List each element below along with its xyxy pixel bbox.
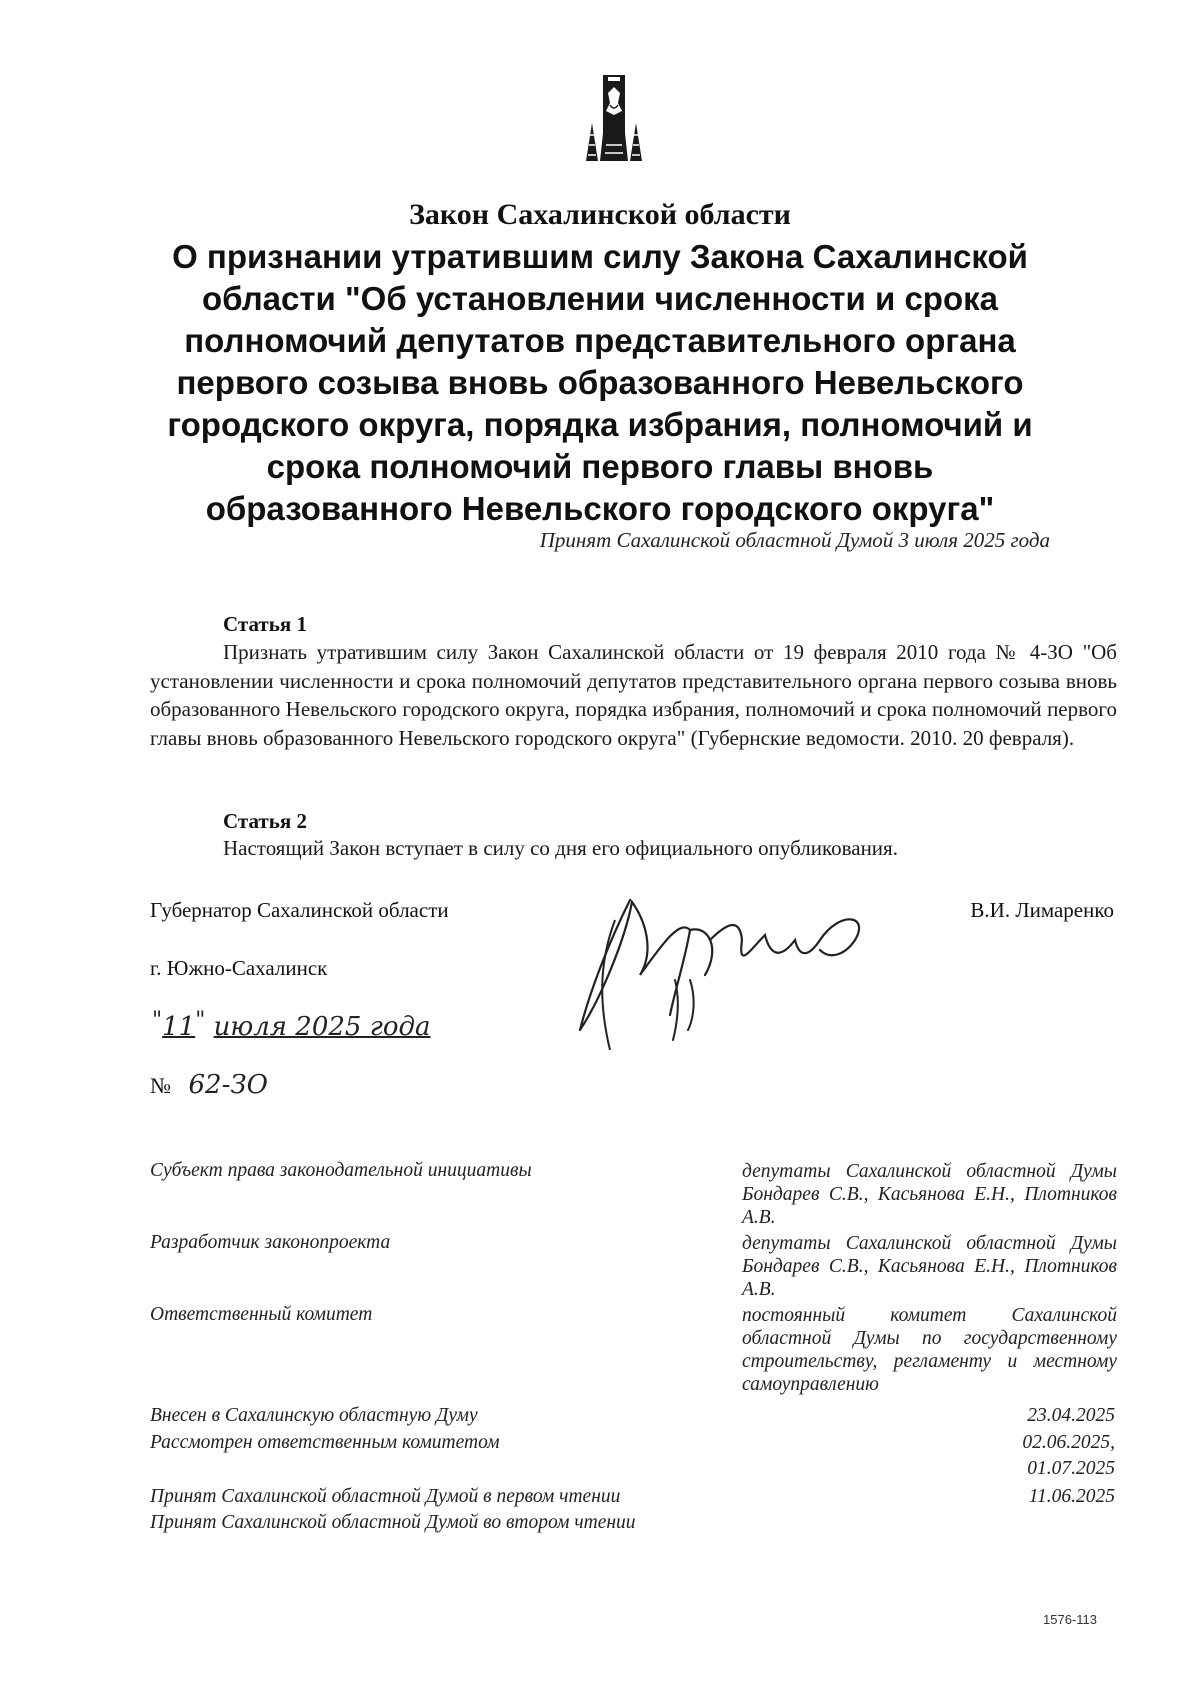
signing-date: "11" июля 2025 года [152, 1008, 431, 1042]
law-subject-line: первого созыва вновь образованного Невельского [176, 364, 1024, 401]
law-subject-line: образованного Невельского городского округа" [205, 490, 995, 527]
sakhalin-coat-of-arms-icon [586, 75, 642, 161]
law-number-value: 62-ЗО [188, 1070, 268, 1100]
signing-date-month-year: июля 2025 года [213, 1012, 431, 1042]
governor-name: В.И. Лимаренко [970, 898, 1114, 922]
law-subject-line: О признании утратившим силу Закона Сахалинской [172, 238, 1028, 275]
reviewed-date-2: 01.07.2025 [1027, 1458, 1115, 1479]
committee-value: постоянный комитет Сахалинской областной Думы по государственному строительству, регламенту и местному самоуправлению [742, 1305, 1117, 1395]
second-reading-label: Принят Сахалинской областной Думой во втором чтении [150, 1512, 636, 1533]
developer-value: депутаты Сахалинской областной Думы Бондарев С.В., Касьянова Е.Н., Плотников А.В. [742, 1233, 1117, 1300]
submitted-label: Внесен в Сахалинскую областную Думу [150, 1405, 478, 1426]
city: г. Южно-Сахалинск [150, 956, 328, 980]
reviewed-label: Рассмотрен ответственным комитетом [150, 1432, 500, 1453]
law-subject-line: полномочий депутатов представительного органа [184, 322, 1016, 359]
article-1-heading: Статья 1 [223, 612, 307, 636]
law-subject-line: срока полномочий первого главы вновь [266, 448, 934, 485]
first-reading-date: 11.06.2025 [1028, 1486, 1115, 1507]
adoption-note: Принят Сахалинской областной Думой 3 июля 2025 года [539, 528, 1050, 552]
initiative-subject-label: Субъект права законодательной инициативы [150, 1160, 532, 1181]
document-code: 1576-113 [1043, 1612, 1097, 1627]
law-subject-line: городского округа, порядка избрания, полномочий и [167, 406, 1033, 443]
article-1-text: Признать утратившим силу Закон Сахалинской области от 19 февраля 2010 года № 4-ЗО "Об установлении численности и срока полномочий депутатов представительного органа первого созыва вновь образованного Невельского городского округа, порядка избрания, полномочий и срока полномочий первого главы вновь образованного Невельского городского округа" (Губернские ведомости. 2010. 20 февраля). [150, 640, 1117, 750]
governor-title: Губернатор Сахалинской области [150, 898, 449, 922]
developer-label: Разработчик законопроекта [150, 1232, 391, 1253]
first-reading-label: Принят Сахалинской областной Думой в первом чтении [150, 1486, 621, 1507]
law-subject [150, 236, 1050, 530]
reviewed-date-1: 02.06.2025, [1022, 1432, 1115, 1453]
signing-date-day: 11 [162, 1012, 196, 1042]
law-subject-line: области "Об установлении численности и срока [202, 280, 998, 317]
law-title: Закон Сахалинской области [409, 198, 791, 231]
submitted-date: 23.04.2025 [1027, 1405, 1115, 1426]
law-number [150, 1070, 268, 1100]
article-2-text: Настоящий Закон вступает в силу со дня его официального опубликования. [223, 836, 898, 860]
initiative-subject-value: депутаты Сахалинской областной Думы Бондарев С.В., Касьянова Е.Н., Плотников А.В. [742, 1161, 1117, 1228]
article-2-heading: Статья 2 [223, 809, 307, 833]
committee-label: Ответственный комитет [150, 1304, 373, 1325]
governor-signature [570, 880, 900, 1060]
law-number-label: № [150, 1073, 171, 1098]
